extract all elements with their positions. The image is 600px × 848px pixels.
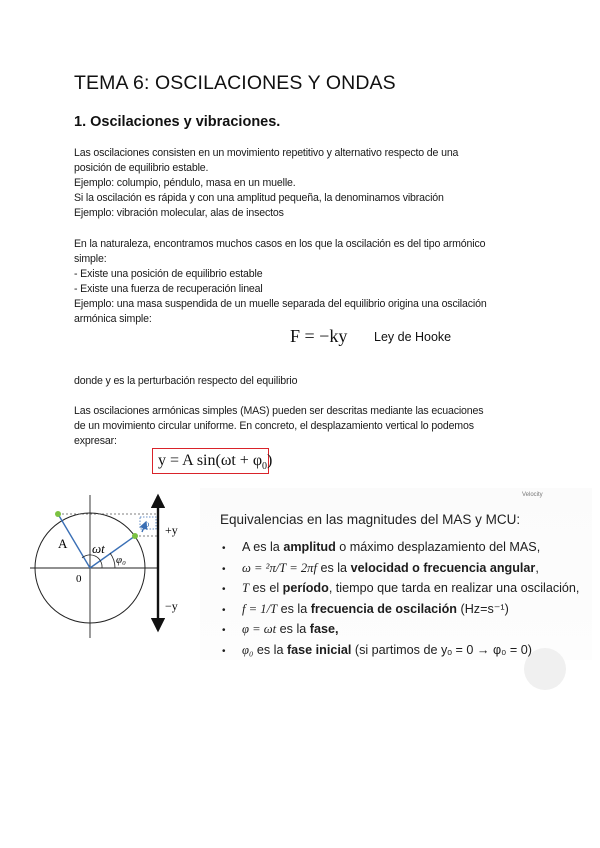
text-line: simple:: [74, 253, 107, 265]
item-bold: amplitud: [283, 540, 336, 554]
formula-close: ): [267, 452, 273, 469]
bullet-icon: •: [222, 543, 226, 554]
text-line: Las oscilaciones consisten en un movimiento repetitivo y alternativo respecto de una: [74, 147, 459, 159]
moving-point: [55, 511, 61, 517]
initial-point: [132, 533, 138, 539]
item-text: A es la: [242, 540, 284, 554]
list-item: [222, 538, 579, 559]
label-omega-t: ωt: [92, 541, 105, 556]
displacement-formula-box: [152, 448, 273, 474]
equivalences-list: [222, 538, 579, 662]
list-item: [222, 559, 579, 580]
paragraph-definition: [74, 146, 544, 221]
item-text: (Hz=s⁻¹): [457, 601, 509, 616]
label-omega: ω: [143, 519, 150, 529]
label-amplitude: A: [58, 536, 68, 551]
text-line: donde y es la perturbación respecto del equilibrio: [74, 375, 298, 387]
list-item: [222, 620, 579, 641]
list-item: [222, 641, 579, 662]
list-item: [222, 600, 579, 621]
label-origin: 0: [76, 573, 82, 585]
bullet-icon: •: [222, 584, 226, 596]
item-math: f = 1/T: [242, 601, 278, 616]
item-math: φ₀: [242, 642, 254, 657]
label-minus-y: −y: [165, 599, 178, 613]
paragraph-harmonic: [74, 237, 544, 327]
item-bold: fase inicial: [286, 642, 352, 657]
label-phi0: φ₀: [116, 554, 126, 566]
hooke-formula: F = −ky: [290, 326, 348, 346]
page-title: TEMA 6: OSCILACIONES Y ONDAS: [74, 72, 396, 94]
text-line: posición de equilibrio estable.: [74, 162, 209, 174]
label-plus-y: +y: [165, 523, 178, 537]
text-line: Ejemplo: columpio, péndulo, masa en un muelle.: [74, 177, 296, 189]
formula-subscript: 0: [262, 461, 268, 473]
item-math: ω = ²π/T = 2πf: [242, 560, 317, 575]
displacement-formula: y = A sin(ωt + φ: [158, 452, 263, 469]
item-text: es el: [249, 581, 283, 596]
item-text: es la: [253, 642, 287, 657]
item-bold: velocidad o frecuencia angular: [350, 560, 536, 575]
phi-arc: [110, 553, 115, 568]
text-line: Ejemplo: una masa suspendida de un muelle separada del equilibrio origina una oscilación: [74, 298, 487, 310]
text-line: - Existe una posición de equilibrio estable: [74, 268, 263, 280]
item-bold: período: [282, 581, 329, 596]
bullet-icon: •: [222, 645, 226, 657]
text-line: armónica simple:: [74, 313, 152, 325]
equivalences-title: Equivalencias en las magnitudes del MAS y MCU:: [220, 512, 521, 527]
item-text: es la: [276, 622, 310, 637]
text-line: - Existe una fuerza de recuperación lineal: [74, 283, 263, 295]
item-text: es la: [316, 560, 351, 575]
text-line: Ejemplo: vibración molecular, alas de insectos: [74, 207, 284, 219]
hooke-label: Ley de Hooke: [374, 330, 452, 344]
text-line: de un movimiento circular uniforme. En concreto, el desplazamiento vertical lo podemos: [74, 420, 474, 432]
velocity-tag: Velocity: [522, 492, 543, 498]
bullet-icon: •: [222, 604, 226, 616]
item-text: , tiempo que tarda en realizar una oscilación,: [328, 581, 580, 596]
item-text: (si partimos de yₒ = 0 → φ₀ = 0): [351, 642, 532, 657]
list-item: [222, 579, 579, 600]
text-line: Las oscilaciones armónicas simples (MAS) pueden ser descritas mediante las ecuaciones: [74, 405, 484, 417]
text-line: Si la oscilación es rápida y con una amplitud pequeña, la denominamos vibración: [74, 192, 444, 204]
item-bold: frecuencia de oscilación: [310, 601, 458, 616]
bullet-icon: •: [222, 563, 226, 575]
bullet-icon: •: [222, 625, 226, 637]
text-line: En la naturaleza, encontramos muchos casos en los que la oscilación es del tipo armónico: [74, 238, 486, 250]
item-text: ,: [535, 560, 539, 575]
section-heading: 1. Oscilaciones y vibraciones.: [74, 114, 281, 130]
mcu-diagram: [30, 490, 200, 640]
item-text: es la: [277, 601, 311, 616]
text-line: expresar:: [74, 435, 117, 447]
item-text: o máximo desplazamiento del MAS,: [335, 540, 541, 554]
item-math: T: [242, 581, 250, 596]
paragraph-perturbation: [74, 374, 544, 389]
paragraph-mas: [74, 404, 544, 449]
item-math: φ = ωt: [242, 622, 277, 637]
item-bold: fase,: [309, 622, 339, 637]
